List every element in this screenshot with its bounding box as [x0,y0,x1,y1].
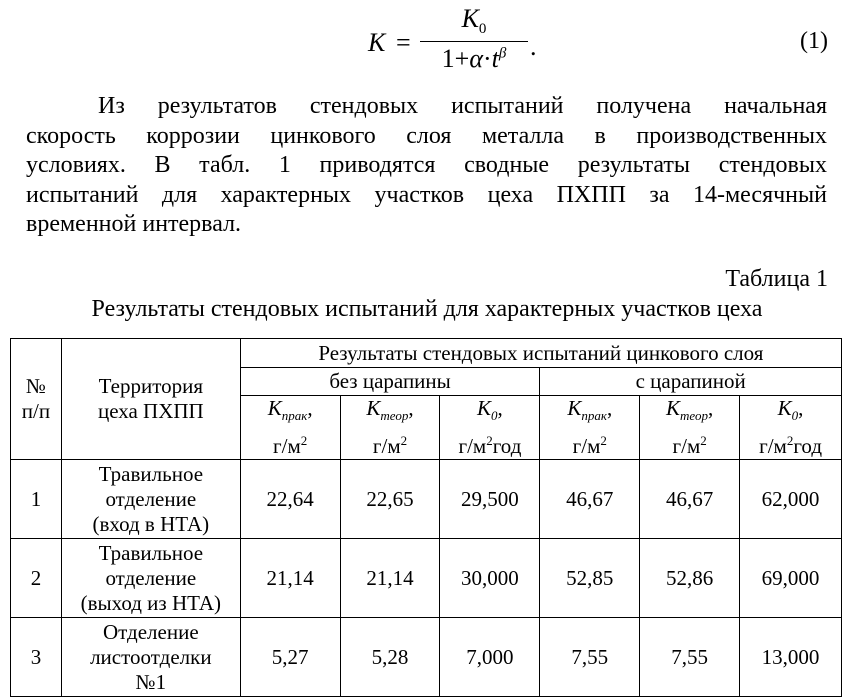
formula-denominator: $1+\alpha\cdot t^\beta$ [441,44,507,73]
cell-value: 21,14 [240,539,340,618]
cell-value: 22,64 [240,460,340,539]
formula-1 [368,4,668,82]
table-row [11,539,842,618]
cell-value: 52,85 [540,539,640,618]
paragraph-line: скорость коррозии цинкового слоя металла в производственных [26,122,827,149]
cell-value: 21,14 [340,539,440,618]
equation-number: (1) [800,28,828,54]
formula-fraction [420,4,528,82]
cell-value: 13,000 [740,618,842,697]
results-table [10,338,842,697]
cell-value: 5,28 [340,618,440,697]
row-num: 1 [11,460,62,539]
cell-value: 52,86 [640,539,740,618]
fraction-bar [420,41,528,42]
cell-value: 30,000 [440,539,540,618]
header-row-1 [11,339,842,368]
row-territory: Отделение листоотделки №1 [61,618,240,697]
header-num: № п/п [11,339,62,460]
formula-equals: = [396,28,411,57]
cell-value: 7,55 [540,618,640,697]
header-territory: Территория цеха ПХПП [61,339,240,460]
header-k-prak: $K_{прак}$, $г/м^2$ [240,396,340,460]
header-k0: $K_0$, $г/м^2год$ [740,396,842,460]
header-k-prak: $K_{прак}$, $г/м^2$ [540,396,640,460]
header-k-teor: $K_{теор}$, $г/м^2$ [640,396,740,460]
body-paragraph [26,92,827,240]
formula-lhs: K [368,28,386,57]
paragraph-line: Из результатов стендовых испытаний получена начальная [98,93,827,119]
cell-value: 46,67 [640,460,740,539]
table-number: Таблица 1 [725,266,828,292]
row-territory: Травильное отделение (вход в НТА) [61,460,240,539]
cell-value: 69,000 [740,539,842,618]
table-row [11,618,842,697]
row-num: 2 [11,539,62,618]
cell-value: 22,65 [340,460,440,539]
table-row [11,460,842,539]
cell-value: 62,000 [740,460,842,539]
cell-value: 7,55 [640,618,740,697]
header-group: Результаты стендовых испытаний цинкового слоя [240,339,841,368]
formula-period: . [530,32,537,61]
header-no-scratch: без царапины [240,368,540,396]
paragraph-line: временной интервал. [26,211,242,237]
cell-value: 46,67 [540,460,640,539]
paragraph-line: условиях. В табл. 1 приводятся сводные результаты стендовых [26,152,827,178]
formula-numerator: $K_0$ [461,4,487,38]
row-territory: Травильное отделение (выход из НТА) [61,539,240,618]
row-num: 3 [11,618,62,697]
header-k-teor: $K_{теор}$, $г/м^2$ [340,396,440,460]
paragraph-line: испытаний для характерных участков цеха ПХПП за 14-месячный [26,181,827,208]
cell-value: 5,27 [240,618,340,697]
header-scratch: с царапиной [540,368,842,396]
cell-value: 7,000 [440,618,540,697]
table-title: Результаты стендовых испытаний для характерных участков цеха [91,296,763,322]
header-k0: $K_0$, $г/м^2год$ [440,396,540,460]
cell-value: 29,500 [440,460,540,539]
